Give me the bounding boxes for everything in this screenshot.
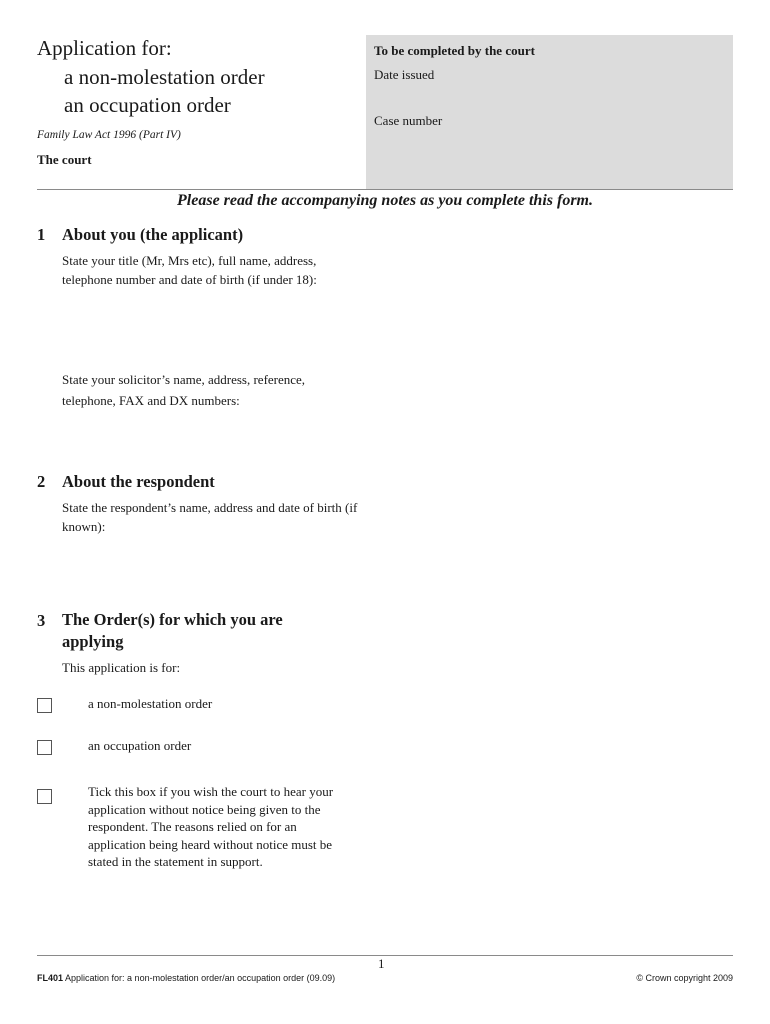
case-number-label: Case number [374, 113, 443, 128]
respondent-details-prompt: State the respondent’s name, address and date of birth (if known): [62, 500, 358, 534]
without-notice-label: Tick this box if you wish the court to hear your application without notice being given to the respondent. The reasons relied on for an application being heard without notice must be stated in the statement in support. [88, 784, 334, 869]
court-label: The court [37, 152, 92, 167]
page-number: 1 [378, 956, 385, 971]
header-divider [37, 189, 733, 190]
occupation-order-label: an occupation order [88, 738, 192, 753]
form-code: FL401 [37, 973, 64, 983]
section2-number: 2 [37, 472, 46, 491]
form-title-line3: an occupation order [64, 93, 231, 117]
section3-title: The Order(s) for which you are applying [62, 610, 283, 651]
section2-title: About the respondent [62, 472, 215, 491]
non-molestation-checkbox[interactable] [37, 698, 52, 713]
without-notice-checkbox[interactable] [37, 789, 52, 804]
section3-number: 3 [37, 611, 46, 630]
copyright-notice: © Crown copyright 2009 [636, 973, 733, 983]
form-title-line1: Application for: [37, 36, 172, 60]
solicitor-details-prompt: State your solicitor’s name, address, reference, telephone, FAX and DX numbers: [62, 372, 306, 408]
court-box-heading: To be completed by the court [374, 43, 535, 58]
application-for-intro: This application is for: [62, 660, 181, 675]
form-title-line2: a non-molestation order [64, 65, 265, 89]
applicant-details-prompt: State your title (Mr, Mrs etc), full name, address, telephone number and date of birth (if under 18): [62, 253, 317, 287]
non-molestation-label: a non-molestation order [88, 696, 213, 711]
act-reference: Family Law Act 1996 (Part IV) [37, 129, 181, 141]
footer-divider [37, 955, 733, 956]
form-footer-text: Application for: a non-molestation order/an occupation order (09.09) [63, 973, 336, 983]
date-issued-label: Date issued [374, 67, 435, 82]
form-footer-title [37, 973, 335, 983]
section1-title: About you (the applicant) [62, 225, 244, 244]
notes-instruction: Please read the accompanying notes as you complete this form. [177, 192, 593, 209]
occupation-order-checkbox[interactable] [37, 740, 52, 755]
section1-number: 1 [37, 225, 46, 244]
